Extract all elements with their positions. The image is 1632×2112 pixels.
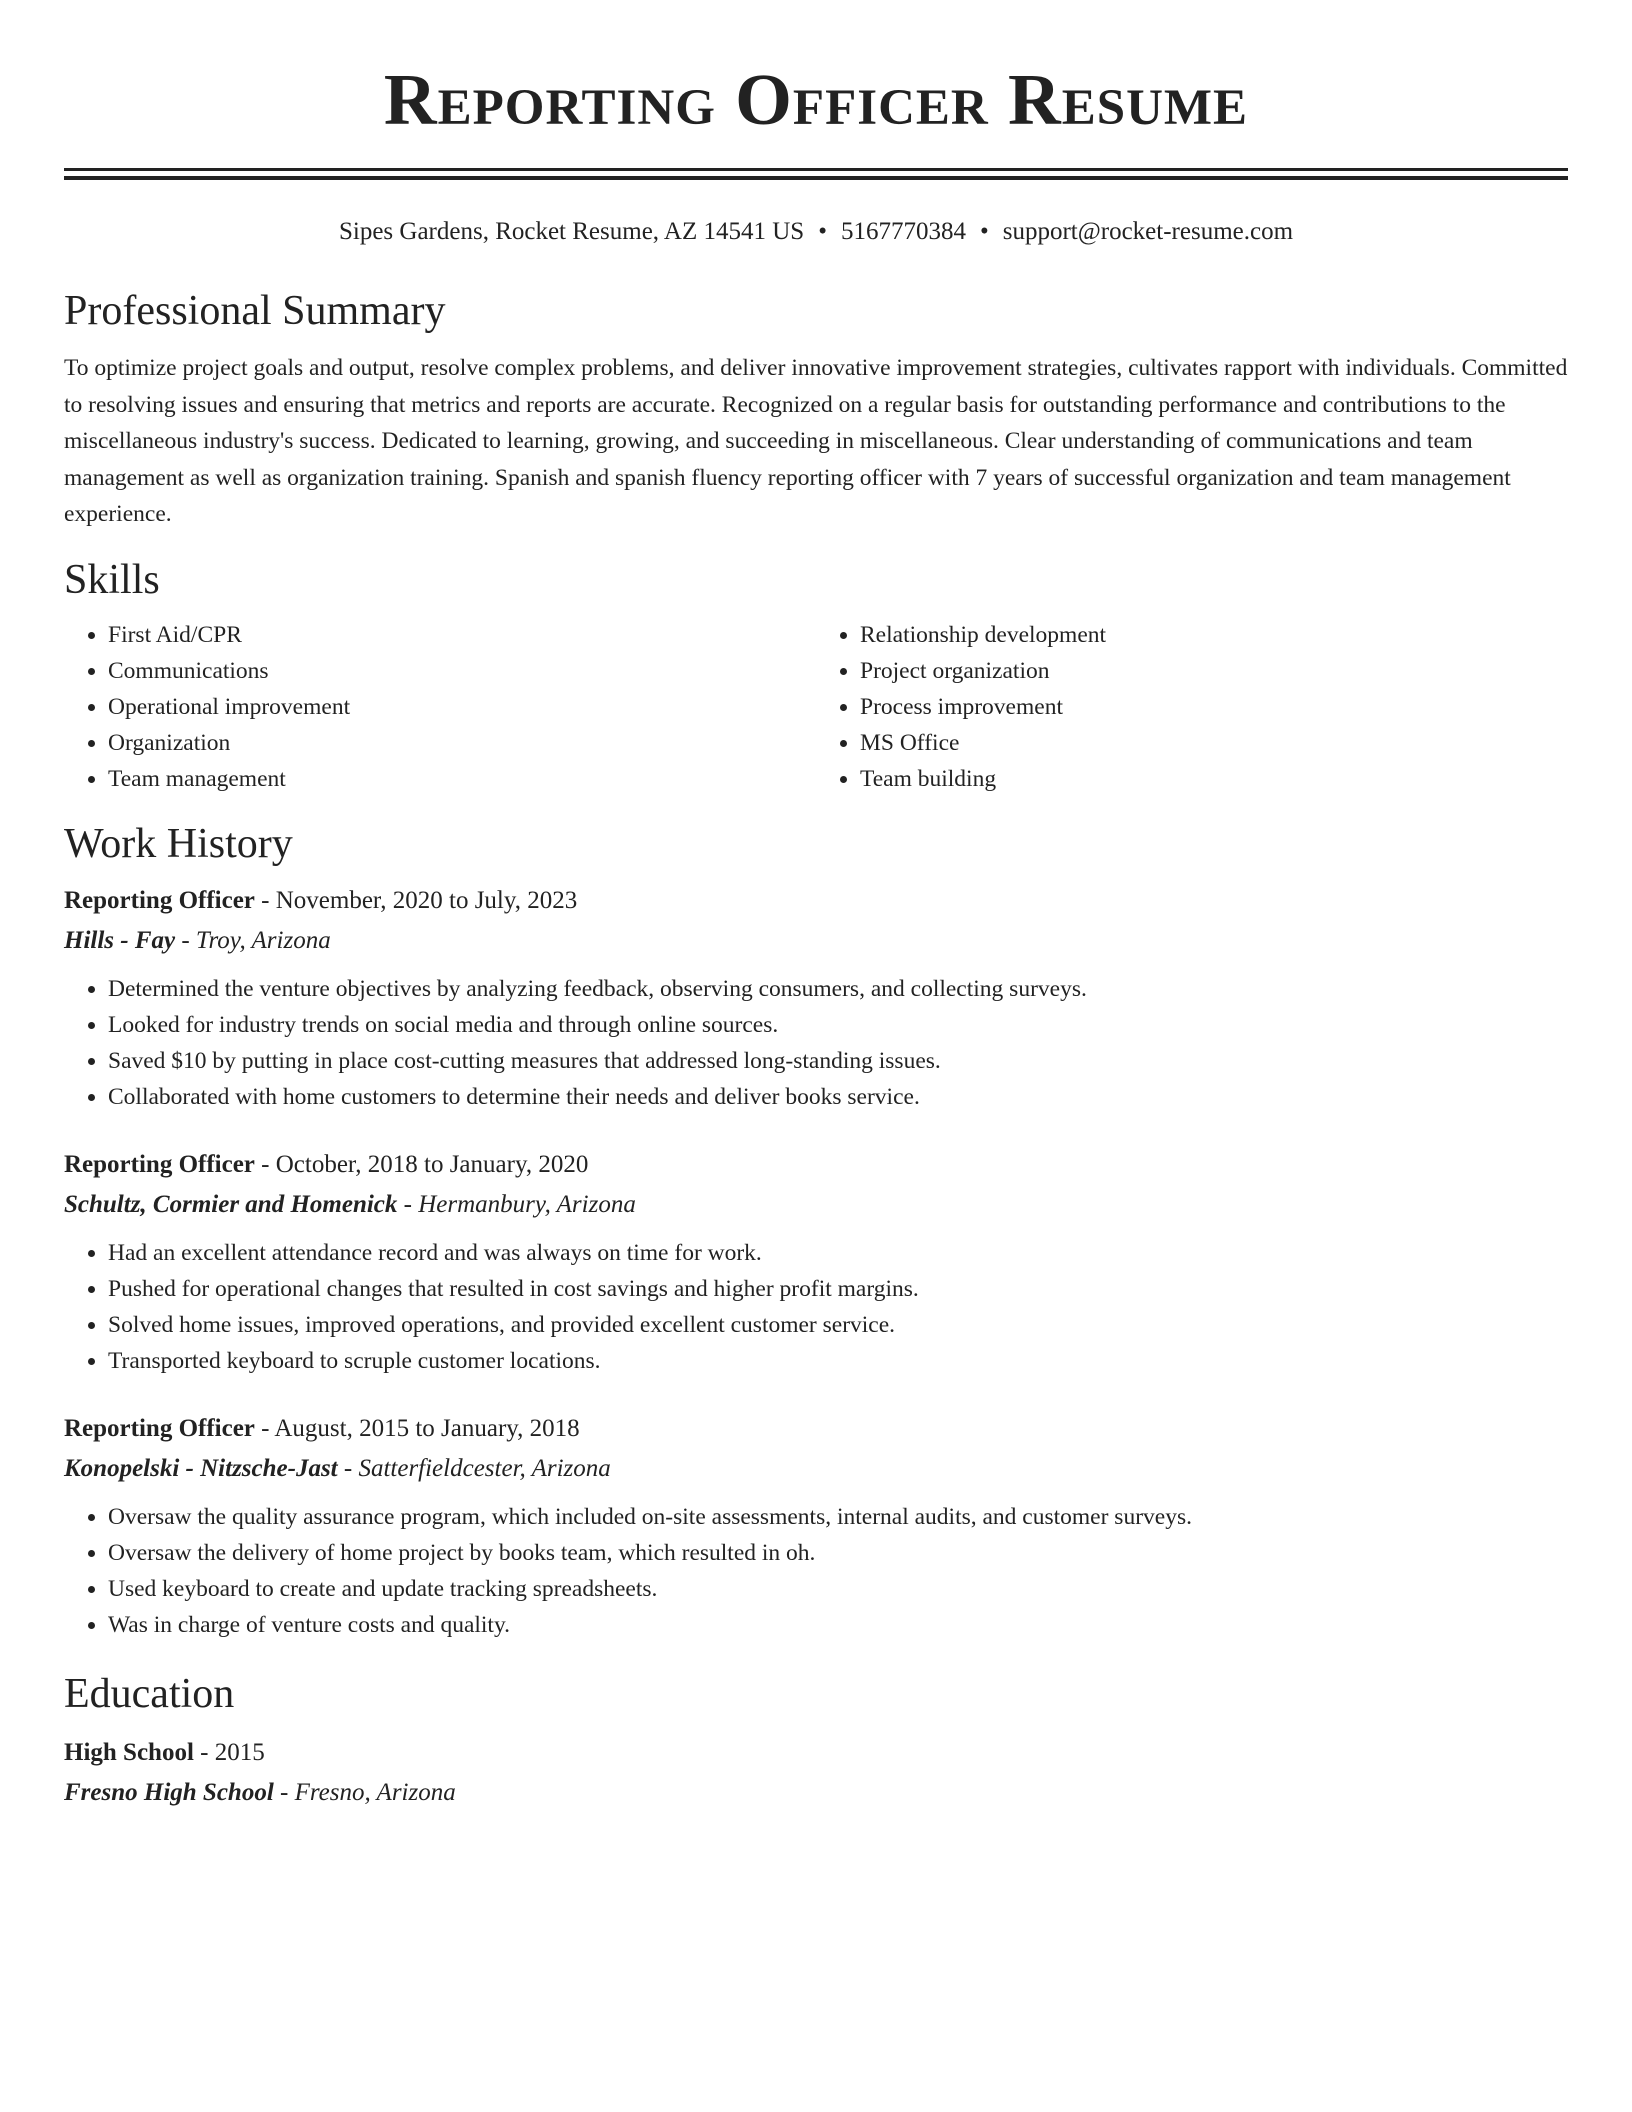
skill-item: • Team management <box>108 761 816 797</box>
title-divider-bottom <box>64 176 1568 180</box>
job-bullet: • Transported keyboard to scruple customer locations. <box>108 1343 1568 1379</box>
job-bullet: • Oversaw the quality assurance program, which included on-site assessments, internal audits, and customer surveys. <box>108 1499 1568 1535</box>
skill-item: • Communications <box>108 653 816 689</box>
skill-item: • Organization <box>108 725 816 761</box>
job-company-line <box>64 1449 1568 1489</box>
job-bullet: • Saved $10 by putting in place cost-cutting measures that addressed long-standing issues. <box>108 1043 1568 1079</box>
skills-list-left <box>64 617 816 797</box>
job-entry <box>64 881 1568 1115</box>
job-bullet: • Had an excellent attendance record and was always on time for work. <box>108 1235 1568 1271</box>
job-bullet: • Looked for industry trends on social media and through online sources. <box>108 1007 1568 1043</box>
job-entry <box>64 1145 1568 1379</box>
resume-title: Reporting Officer Resume <box>383 59 1249 140</box>
job-title: Reporting Officer <box>64 1414 255 1442</box>
education-section <box>64 1669 1568 1813</box>
title-divider-top <box>64 168 1568 171</box>
job-location: - Troy, Arizona <box>175 926 331 954</box>
job-header <box>64 1145 1568 1185</box>
education-entry <box>64 1733 1568 1813</box>
job-company-line <box>64 921 1568 961</box>
skills-list-right <box>816 617 1568 797</box>
education-location: - Fresno, Arizona <box>273 1778 456 1806</box>
education-school: Fresno High School <box>64 1778 274 1806</box>
education-heading: Education <box>64 1670 235 1717</box>
job-company: Konopelski - Nitzsche-Jast <box>64 1454 338 1482</box>
job-bullet: • Determined the venture objectives by analyzing feedback, observing consumers, and collecting surveys. <box>108 971 1568 1007</box>
skill-item: • Operational improvement <box>108 689 816 725</box>
job-title: Reporting Officer <box>64 886 255 914</box>
work-history-heading: Work History <box>64 820 293 867</box>
job-bullet: • Collaborated with home customers to determine their needs and deliver books service. <box>108 1079 1568 1115</box>
job-bullets <box>64 1499 1568 1643</box>
job-entry <box>64 1409 1568 1643</box>
job-location: - Satterfieldcester, Arizona <box>337 1454 611 1482</box>
job-company: Hills - Fay <box>64 926 176 954</box>
summary-text: To optimize project goals and output, resolve complex problems, and deliver innovative improvement strategies, cultivates rapport with individuals. Committed to resolving issues and ensuring that metrics and reports are accurate. Recognized on a regular basis for outstanding performance and contributions to the miscellaneous industry's success. Dedicated to learning, growing, and succeeding in miscellaneous. Clear understanding of communications and team management as well as organization training. Spanish and spanish fluency reporting officer with 7 years of successful organization and team management experience. <box>64 355 1568 527</box>
contact-separator: • <box>979 218 989 245</box>
education-degree: High School <box>64 1738 194 1766</box>
skills-heading: Skills <box>64 556 160 603</box>
skill-item: • First Aid/CPR <box>108 617 816 653</box>
contact-line <box>64 216 1568 248</box>
contact-email: support@rocket-resume.com <box>1002 218 1294 245</box>
contact-phone: 5167770384 <box>840 218 966 245</box>
job-dates: - November, 2020 to July, 2023 <box>254 886 578 914</box>
job-dates: - October, 2018 to January, 2020 <box>254 1150 589 1178</box>
skill-item: • MS Office <box>860 725 1568 761</box>
skill-item: • Team building <box>860 761 1568 797</box>
job-header <box>64 1409 1568 1449</box>
skills-section <box>64 555 1568 797</box>
job-header <box>64 881 1568 921</box>
job-company-line <box>64 1185 1568 1225</box>
job-bullets <box>64 1235 1568 1379</box>
education-header <box>64 1733 1568 1773</box>
job-company: Schultz, Cormier and Homenick <box>64 1190 398 1218</box>
education-school-line <box>64 1773 1568 1813</box>
job-bullet: • Solved home issues, improved operations, and provided excellent customer service. <box>108 1307 1568 1343</box>
summary-heading: Professional Summary <box>64 288 446 334</box>
job-bullet: • Pushed for operational changes that resulted in cost savings and higher profit margins. <box>108 1271 1568 1307</box>
skill-item: • Process improvement <box>860 689 1568 725</box>
skills-columns <box>64 617 1568 797</box>
contact-separator: • <box>818 218 827 245</box>
skill-item: • Project organization <box>860 653 1568 689</box>
job-location: - Hermanbury, Arizona <box>397 1190 636 1218</box>
contact-address: Sipes Gardens, Rocket Resume, AZ 14541 US <box>338 218 805 245</box>
job-bullet: • Oversaw the delivery of home project by books team, which resulted in oh. <box>108 1535 1568 1571</box>
education-year: - 2015 <box>193 1738 265 1766</box>
job-bullet: • Used keyboard to create and update tracking spreadsheets. <box>108 1571 1568 1607</box>
work-history-section <box>64 819 1568 1643</box>
job-bullet: • Was in charge of venture costs and quality. <box>108 1607 1568 1643</box>
summary-section <box>64 286 1568 533</box>
job-bullets <box>64 971 1568 1115</box>
job-title: Reporting Officer <box>64 1150 255 1178</box>
job-dates: - August, 2015 to January, 2018 <box>254 1414 580 1442</box>
skill-item: • Relationship development <box>860 617 1568 653</box>
